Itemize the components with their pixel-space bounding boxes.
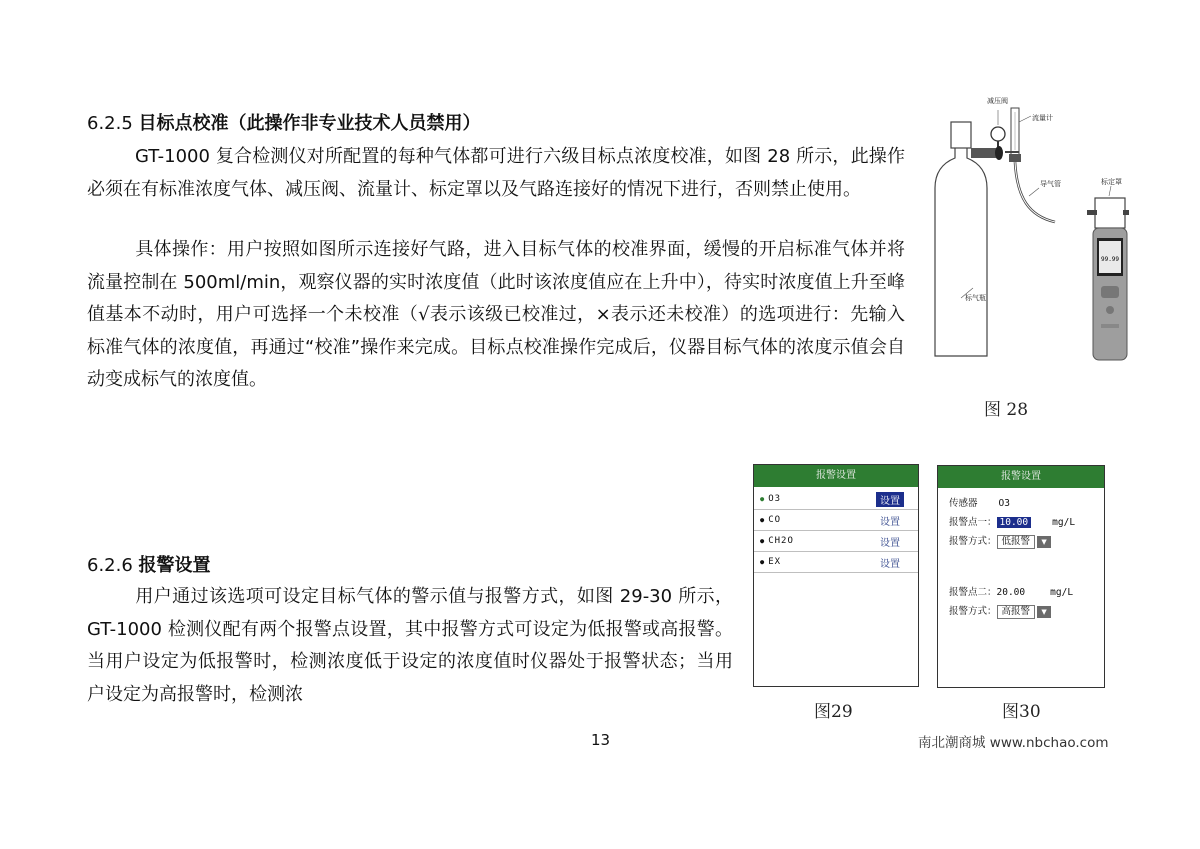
set-button[interactable]: 设置 (880, 537, 900, 549)
figure-28-caption: 图 28 (984, 400, 1029, 420)
sensor-value: O3 (998, 498, 1010, 509)
alarm-mode-1-row (949, 533, 1051, 549)
section-625-heading (87, 112, 481, 136)
site-watermark: 南北潮商城 www.nbchao.com (918, 735, 1109, 751)
bullet-icon: ● (760, 516, 765, 524)
chevron-down-icon[interactable]: ▼ (1037, 606, 1051, 618)
section-625-paragraph-2 (87, 234, 905, 397)
list-item[interactable] (754, 510, 918, 531)
section-625-title: 目标点校准（此操作非专业技术人员禁用） (138, 113, 481, 134)
alarm-list-header: 报警设置 (754, 465, 918, 487)
figure-30-alarm-detail-screen (937, 465, 1105, 688)
alarm-mode-2-select[interactable]: 高报警 (997, 605, 1036, 619)
list-item[interactable] (754, 489, 918, 510)
bullet-icon: ● (760, 558, 765, 566)
alarm-mode-2-row (949, 603, 1051, 619)
sensor-row (949, 495, 1010, 509)
set-button[interactable]: 设置 (880, 516, 900, 528)
section-626-heading (87, 554, 211, 578)
section-626-paragraph-1-text: 用户通过该选项可设定目标气体的警示值与报警方式，如图 29-30 所示，GT-1000 检测仪配有两个报警点设置，其中报警方式可设定为低报警或高报警。当用户设定为低报警时，检测浓度低于设定的浓度值时仪器处于报警状态；当用户设定为高报警时，检测浓 (87, 586, 733, 705)
alarm-point-2-unit: mg/L (1050, 587, 1074, 598)
section-626-number: 6.2.6 (87, 555, 133, 576)
page-number: 13 (591, 731, 611, 749)
pressure-regulator (971, 127, 1005, 160)
section-625-number: 6.2.5 (87, 113, 133, 134)
label-regulator: 减压阀 (987, 97, 1008, 105)
bullet-icon: ● (760, 495, 765, 503)
gas-name: CH2O (768, 536, 794, 546)
label-flowmeter: 流量计 (1032, 114, 1053, 122)
gas-name: EX (768, 557, 782, 567)
alarm-point-2-value[interactable]: 20.00 (996, 587, 1026, 598)
figure-28-calibration-setup (925, 88, 1130, 363)
alarm-point-2-label: 报警点二： (949, 587, 997, 598)
alarm-point-2-row (949, 584, 1073, 598)
device-reading: 99.99 (1100, 256, 1120, 263)
chevron-down-icon[interactable]: ▼ (1037, 536, 1051, 548)
gas-detector-device (1093, 228, 1127, 360)
alarm-mode-1-label: 报警方式： (949, 536, 997, 547)
label-gas-pipe: 导气管 (1040, 180, 1061, 188)
section-625-paragraph-1-text: GT-1000 复合检测仪对所配置的每种气体都可进行六级目标点浓度校准，如图 28 所示，此操作必须在有标准浓度气体、减压阀、流量计、标定罩以及气路连接好的情况下进行，否则禁止使用。 (87, 146, 905, 200)
calibration-cap (1087, 198, 1129, 228)
alarm-point-1-row (949, 514, 1075, 528)
section-625-paragraph-2-text: 具体操作：用户按照如图所示连接好气路，进入目标气体的校准界面，缓慢的开启标准气体并将流量控制在 500ml/min，观察仪器的实时浓度值（此时该浓度值应在上升中），待实时浓度值上升至峰值基本不动时，用户可选择一个未校准（√表示该级已校准过，×表示还未校准）的选项进行：先输入标准气体的浓度值，再通过“校准”操作来完成。目标点校准操作完成后，仪器目标气体的浓度示值会自动变成标气的浓度值。 (87, 239, 905, 390)
alarm-point-1-unit: mg/L (1052, 517, 1076, 528)
alarm-mode-1-select[interactable]: 低报警 (997, 535, 1036, 549)
sensor-label: 传感器 (949, 498, 978, 509)
list-item[interactable] (754, 552, 918, 573)
figure-29-caption: 图29 (814, 702, 853, 722)
section-626-paragraph-1 (87, 581, 733, 711)
alarm-detail-header: 报警设置 (938, 466, 1104, 488)
set-button[interactable]: 设置 (876, 492, 904, 507)
list-item[interactable] (754, 531, 918, 552)
flow-meter (1005, 108, 1021, 162)
gas-name: O3 (768, 494, 782, 504)
set-button[interactable]: 设置 (880, 558, 900, 570)
alarm-point-1-input[interactable]: 10.00 (997, 517, 1032, 528)
alarm-point-1-label: 报警点一： (949, 517, 997, 528)
label-cylinder: 标气瓶 (965, 294, 986, 302)
section-626-title: 报警设置 (138, 555, 211, 576)
bullet-icon: ● (760, 537, 765, 545)
section-625-paragraph-1 (87, 141, 905, 206)
alarm-mode-2-label: 报警方式： (949, 606, 997, 617)
figure-30-caption: 图30 (1002, 702, 1041, 722)
gas-name: CO (768, 515, 782, 525)
label-cal-cap: 标定罩 (1101, 178, 1122, 186)
figure-29-alarm-list-screen (753, 464, 919, 687)
